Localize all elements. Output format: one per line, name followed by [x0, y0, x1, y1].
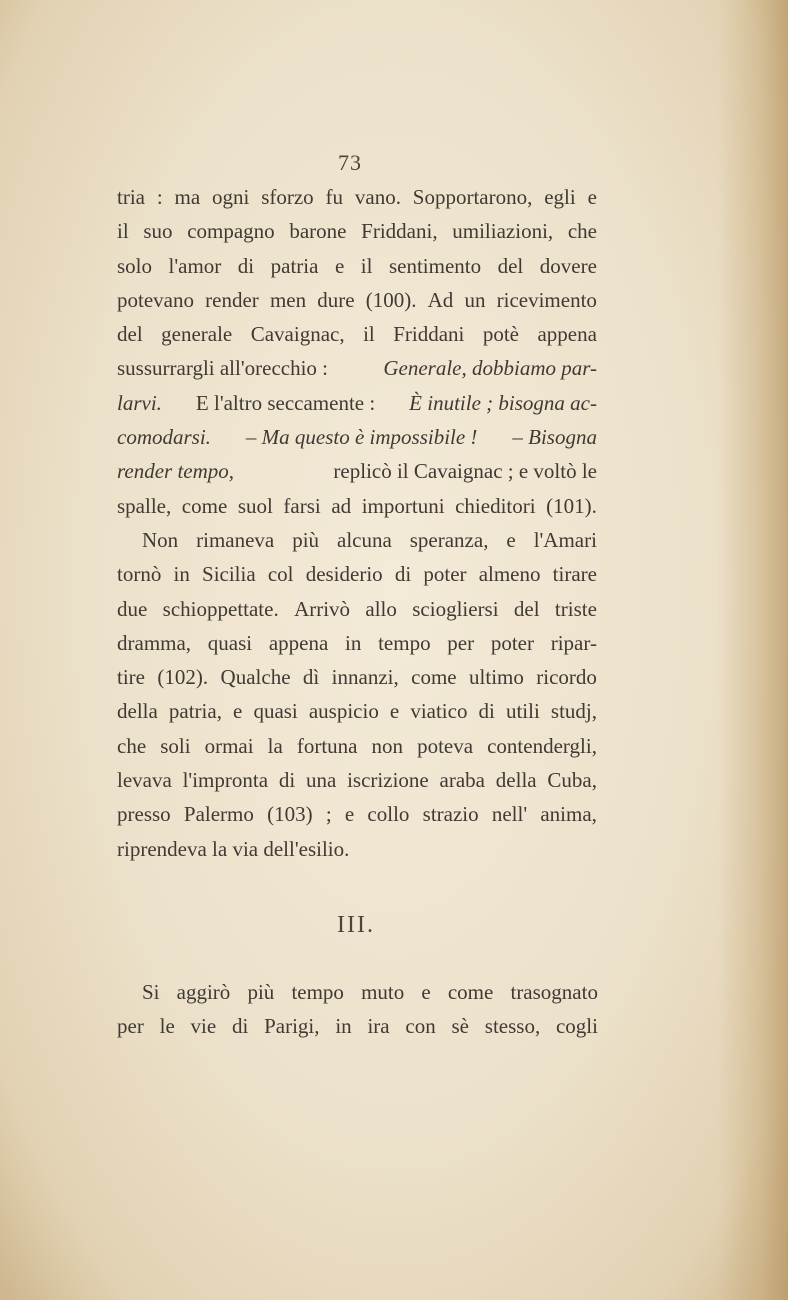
text-line	[117, 317, 597, 351]
word: come	[181, 493, 228, 518]
word: e	[421, 980, 431, 1004]
word: (103)	[267, 802, 313, 827]
word: la	[267, 733, 283, 758]
word: del	[117, 322, 143, 347]
word: sforzo	[261, 185, 314, 209]
word: dovere	[539, 253, 597, 278]
word: vie	[190, 1014, 217, 1039]
word: di	[237, 253, 255, 278]
word: Non	[142, 527, 179, 552]
text-line	[117, 523, 597, 557]
word: men	[269, 287, 307, 312]
word: non	[371, 733, 404, 758]
text-line	[117, 626, 597, 660]
italic-quote: render tempo,	[117, 459, 235, 484]
word: strazio	[422, 802, 479, 827]
word: quasi	[207, 630, 253, 655]
text-line	[117, 420, 597, 454]
word: fu	[325, 185, 344, 209]
word: cogli	[555, 1014, 598, 1039]
word: sentimento	[388, 253, 482, 278]
word: l'Amari	[533, 527, 597, 552]
word: ricevimento	[496, 287, 597, 312]
word: tornò	[117, 562, 162, 587]
word: egli	[544, 185, 576, 209]
word: ogni	[212, 185, 250, 209]
word: render	[205, 287, 259, 312]
word: una	[305, 768, 337, 793]
word: e	[506, 527, 516, 552]
word: l'amor	[168, 253, 222, 278]
word: col	[267, 562, 294, 587]
italic-quote: Generale, dobbiamo par-	[383, 356, 597, 381]
word: desiderio	[305, 562, 383, 587]
text-line	[117, 1009, 598, 1043]
word: Cavaignac,	[250, 322, 345, 347]
word: levava	[117, 768, 172, 793]
word: Friddani,	[361, 219, 438, 244]
body-text	[117, 180, 597, 866]
body-text-continued	[117, 975, 598, 1044]
word: presso	[117, 802, 171, 827]
word: ma	[174, 185, 201, 209]
word: solo	[117, 253, 153, 278]
text-line	[117, 557, 597, 591]
word: speranza,	[409, 527, 489, 552]
word: studj,	[550, 699, 597, 724]
word: rimaneva	[196, 527, 275, 552]
word: patria	[270, 253, 319, 278]
word: Qualche	[220, 665, 291, 690]
word: dì	[302, 665, 320, 690]
word: innanzi,	[331, 665, 399, 690]
text-line	[117, 214, 597, 248]
word: nell'	[491, 802, 528, 827]
word: della	[495, 768, 537, 793]
word: araba	[439, 768, 485, 793]
word: :	[156, 185, 163, 209]
word: Friddani	[393, 322, 465, 347]
word: Si	[142, 980, 160, 1004]
word: tire	[117, 665, 145, 690]
text-fragment: E l'altro seccamente :	[195, 390, 376, 415]
word: appena	[268, 630, 329, 655]
word: ricordo	[536, 665, 597, 690]
section-heading: III.	[337, 912, 375, 938]
word: (102).	[157, 665, 209, 690]
word: in	[335, 1014, 352, 1039]
text-line	[117, 180, 597, 214]
word: poter	[490, 630, 534, 655]
text-line	[117, 694, 597, 728]
word: l'impronta	[182, 768, 269, 793]
word: barone	[289, 219, 347, 244]
text-line	[117, 797, 597, 831]
word: contendergli,	[487, 733, 597, 758]
word: in	[345, 630, 362, 655]
word: auspicio	[308, 699, 379, 724]
word: fortuna	[296, 733, 358, 758]
word: di	[478, 699, 495, 724]
word: umiliazioni,	[452, 219, 554, 244]
word: del	[497, 253, 524, 278]
italic-quote: – Ma questo è impossibile !	[245, 425, 478, 450]
word: ormai	[204, 733, 254, 758]
word: che	[117, 733, 147, 758]
word: aggirò	[176, 980, 231, 1004]
text-line	[117, 489, 597, 523]
word: della	[117, 699, 158, 724]
text-line	[117, 763, 597, 797]
word: (101).	[546, 493, 597, 518]
word: collo	[367, 802, 410, 827]
word: e	[587, 185, 597, 209]
word: (100).	[365, 287, 417, 312]
word: appena	[537, 322, 597, 347]
page-number: 73	[338, 150, 362, 175]
word: il	[360, 253, 373, 278]
text-fragment: replicò il Cavaignac ; e voltò le	[333, 459, 597, 484]
word: muto	[361, 980, 405, 1004]
word: quasi	[253, 699, 298, 724]
word: e	[334, 253, 345, 278]
word: sè	[451, 1014, 469, 1039]
word: tempo	[378, 630, 431, 655]
text-line	[117, 386, 597, 420]
word: del	[513, 596, 540, 621]
word: schioppettate.	[162, 596, 279, 621]
word: di	[394, 562, 412, 587]
word: utili	[505, 699, 540, 724]
word: due	[117, 596, 148, 621]
italic-quote: larvi.	[117, 390, 162, 415]
word: il	[117, 219, 129, 244]
text-line	[117, 592, 597, 626]
word: Palermo	[183, 802, 254, 827]
word: Ad	[427, 287, 454, 312]
word: spalle,	[117, 493, 172, 518]
word: suol	[237, 493, 273, 518]
word: con	[405, 1014, 436, 1039]
word: potè	[482, 322, 519, 347]
word: compagno	[187, 219, 275, 244]
word: le	[159, 1014, 175, 1039]
word: almeno	[478, 562, 541, 587]
word: più	[247, 980, 275, 1004]
text-line	[117, 249, 597, 283]
word: Cuba,	[547, 768, 597, 793]
word: iscrizione	[347, 768, 429, 793]
word: di	[278, 768, 296, 793]
word: Sicilia	[202, 562, 256, 587]
word: sciogliersi	[412, 596, 499, 621]
italic-quote: comodarsi.	[117, 425, 211, 450]
word: suo	[143, 219, 173, 244]
word: e	[344, 802, 355, 827]
word: stesso,	[484, 1014, 541, 1039]
text-line	[117, 660, 597, 694]
word: Sopportarono,	[412, 185, 533, 209]
word: generale	[161, 322, 233, 347]
word: allo	[365, 596, 397, 621]
word: tirare	[552, 562, 597, 587]
word: farsi	[283, 493, 321, 518]
word: ;	[325, 802, 332, 827]
word: per	[447, 630, 475, 655]
word: patria,	[168, 699, 222, 724]
text-line	[117, 975, 598, 1009]
word: tria	[117, 185, 145, 209]
word: ultimo	[469, 665, 524, 690]
word: tempo	[291, 980, 344, 1004]
word: trasognato	[510, 980, 598, 1004]
word: in	[173, 562, 190, 587]
word: come	[411, 665, 457, 690]
word: ripar-	[550, 630, 597, 655]
italic-quote: – Bisogna	[512, 425, 597, 450]
word: importuni	[361, 493, 445, 518]
word: poteva	[417, 733, 474, 758]
text-line	[117, 729, 597, 763]
word: alcuna	[337, 527, 392, 552]
text-line	[117, 351, 597, 385]
word: poter	[423, 562, 467, 587]
word: di	[231, 1014, 249, 1039]
word: anima,	[540, 802, 597, 827]
word: che	[567, 219, 597, 244]
word: più	[292, 527, 320, 552]
word: viatico	[410, 699, 468, 724]
page-edge-shading	[718, 0, 788, 1300]
word: vano.	[354, 185, 401, 209]
word: triste	[554, 596, 597, 621]
word: e	[233, 699, 243, 724]
word: Parigi,	[264, 1014, 320, 1039]
text-line	[117, 283, 597, 317]
italic-quote: È inutile ; bisogna ac-	[409, 390, 597, 415]
word: chieditori	[455, 493, 536, 518]
word: soli	[160, 733, 191, 758]
text-fragment: sussurrargli all'orecchio :	[117, 356, 329, 381]
text-line	[117, 454, 597, 488]
word: potevano	[117, 287, 194, 312]
word: e	[389, 699, 400, 724]
word: un	[464, 287, 486, 312]
word: per	[117, 1014, 144, 1039]
word: dure	[317, 287, 355, 312]
word: ad	[331, 493, 352, 518]
word: dramma,	[117, 630, 192, 655]
word: il	[363, 322, 375, 347]
word: Arrivò	[294, 596, 351, 621]
word: ira	[367, 1014, 390, 1039]
word: come	[447, 980, 494, 1004]
text-line: riprendeva la via dell'esilio.	[117, 836, 350, 861]
